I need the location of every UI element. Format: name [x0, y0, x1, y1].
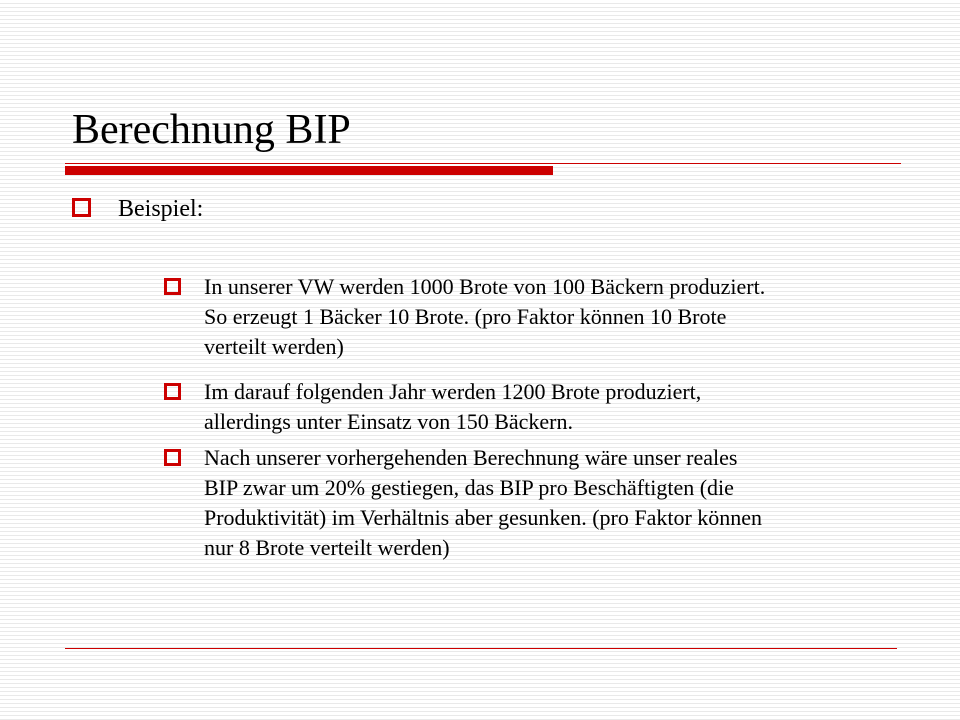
square-bullet-icon — [164, 383, 181, 400]
bullet-text: Nach unserer vorhergehenden Berechnung wäre unser reales BIP zwar um 20% gestiegen, das BIP pro Beschäftigten (die Produktivität) im Verhältnis aber gesunken. (pro Faktor können nur 8 Brote verteilt werden) — [204, 445, 763, 560]
bullet-text: Im darauf folgenden Jahr werden 1200 Brote produziert, allerdings unter Einsatz von 150 Bäckern. — [204, 379, 702, 434]
square-bullet-icon — [164, 278, 181, 295]
square-bullet-icon — [164, 449, 181, 466]
title-divider-thin — [65, 163, 901, 164]
square-bullet-icon — [72, 198, 91, 217]
title-divider-thick — [65, 166, 553, 175]
footer-divider — [65, 648, 897, 649]
bullet-text: In unserer VW werden 1000 Brote von 100 Bäckern produziert. So erzeugt 1 Bäcker 10 Brote. (pro Faktor können 10 Brote verteilt werden) — [204, 274, 766, 359]
heading-bullet-text: Beispiel: — [118, 196, 204, 222]
slide-title: Berechnung BIP — [72, 107, 351, 153]
